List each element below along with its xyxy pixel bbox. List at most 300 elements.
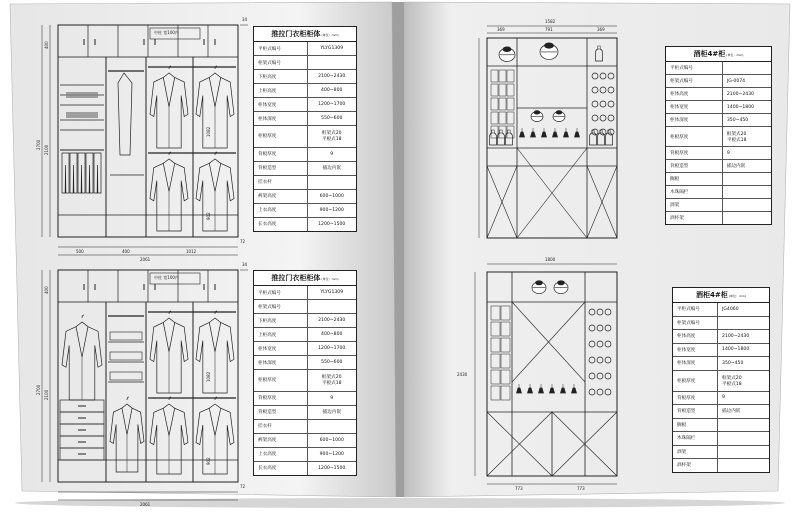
jacket-icon: [150, 152, 188, 231]
wine-glass-icon: [542, 128, 547, 137]
spec-table-unit: (单位：mm): [321, 277, 339, 281]
spec-value: [723, 75, 771, 87]
jacket-icon: [150, 66, 188, 148]
spec-key: 背板造型: [254, 406, 308, 419]
spec-value-line: 平板式18: [321, 137, 342, 143]
spec-key: 背板造型: [254, 162, 308, 175]
spec-table-unit: (单位：mm): [321, 33, 339, 37]
spec-value-line: 9: [722, 395, 725, 401]
wine-glass-icon: [528, 388, 533, 393]
spec-value-line: 600~1000: [319, 437, 344, 443]
spec-key: 酒杯架: [673, 459, 718, 472]
dimension-label: 2100: [44, 144, 49, 155]
wine-glass-icon: [520, 128, 525, 137]
spec-value: [308, 98, 357, 111]
spec-value-line: 600~1000: [319, 193, 344, 199]
spec-key: 挂衣杆: [254, 176, 308, 189]
decor-vase-icon: [531, 111, 543, 122]
spec-value: [308, 342, 357, 355]
wine-bottle-icon: [508, 130, 510, 133]
dimension-label: 2100: [44, 389, 49, 400]
wine-bottle-icon: [506, 133, 513, 145]
spec-table-title-text: 推拉门衣柜柜体: [271, 30, 321, 38]
bottle-end-icon: [608, 115, 614, 121]
wine-bottle-icon: [596, 49, 603, 61]
spec-table: [253, 26, 357, 232]
wine-rack-cell: [501, 306, 510, 320]
trousers-icon: [86, 153, 93, 193]
spec-key: 裤架高度: [254, 434, 308, 447]
hanger-hook: [127, 397, 129, 400]
spec-value: [308, 126, 357, 147]
wardrobe-elevation-top: [42, 25, 248, 255]
spec-value: [308, 176, 357, 189]
wine-rack-cell: [499, 70, 506, 82]
spec-row: [254, 286, 356, 300]
spec-value: [723, 88, 771, 100]
spec-row: [673, 330, 769, 344]
spec-value: [718, 392, 769, 405]
spec-row: [666, 101, 771, 114]
spec-value: [723, 114, 771, 126]
spec-value-line: 900~1200: [319, 207, 344, 213]
spec-row: [254, 420, 356, 434]
wine-rack-cell: [501, 338, 510, 352]
wine-cabinet-elevation-top: [479, 26, 617, 238]
spec-row: [673, 357, 769, 371]
wine-rack-cell: [491, 70, 498, 82]
spec-value-line: 550~600: [321, 116, 343, 121]
wine-rack-cell: [491, 322, 500, 336]
jacket-icon: [110, 397, 144, 472]
spec-value: [308, 300, 357, 313]
wine-bottle-icon: [492, 130, 494, 133]
wine-glass-icon: [564, 132, 569, 137]
spec-key: 挂衣杆: [254, 420, 308, 433]
wine-rack-cell: [491, 370, 500, 384]
spec-value: [718, 303, 769, 316]
spec-value: [308, 42, 357, 55]
spec-key: 柜体深度: [673, 357, 718, 370]
spec-row: [666, 186, 771, 199]
wine-bottle-icon: [590, 130, 597, 145]
spec-key: 背板造型: [666, 160, 723, 172]
wine-glass-icon: [539, 384, 544, 393]
wine-glass-icon: [542, 132, 547, 137]
trousers-icon: [94, 153, 101, 193]
wine-rack-cell: [491, 112, 498, 124]
dimension-label: 2061: [140, 257, 151, 262]
wine-rack-cell: [501, 370, 510, 384]
wine-rack-cell: [501, 386, 510, 400]
wine-glass-icon: [575, 128, 580, 137]
spec-value: [723, 160, 771, 172]
spec-table-unit: (单位：mm): [726, 53, 744, 57]
jacket-lapel: [163, 323, 174, 352]
bottle-end-icon: [608, 101, 614, 107]
jacket-lapel: [209, 163, 220, 191]
bottle-end-icon: [605, 325, 611, 331]
spec-key: 背板厚度: [254, 148, 308, 161]
jacket-lapel: [163, 408, 174, 435]
decor-vase-icon: [499, 47, 515, 62]
spec-key: 上衣高度: [254, 204, 308, 217]
bottle-end-icon: [605, 389, 611, 395]
wine-glass-icon: [561, 388, 566, 393]
dimension-label: 1012: [186, 249, 197, 254]
spec-row: [254, 204, 356, 218]
spec-key: 上衣高度: [254, 448, 308, 461]
dimension-label: 2430: [457, 372, 468, 377]
wine-glass-icon: [553, 128, 558, 137]
spec-row: [666, 173, 771, 186]
spec-key: 背板厚度: [254, 392, 308, 405]
spec-row: [254, 218, 356, 231]
decor-vase-lid: [545, 43, 554, 48]
spec-row: [254, 356, 356, 370]
spec-value-line: 2100~2430: [318, 74, 346, 79]
spec-value: [723, 147, 771, 159]
jacket-icon: [196, 152, 234, 231]
spec-value: [723, 173, 771, 185]
wine-glass-icon: [531, 128, 536, 137]
spec-table-title-text: 酒柜4#柜: [693, 50, 726, 58]
spec-key: 木珠隔栏: [673, 432, 718, 445]
wine-rack-cell: [499, 84, 506, 96]
wine-rack-cell: [507, 70, 514, 82]
wine-glass-icon: [553, 132, 558, 137]
spec-value: [308, 218, 357, 231]
spec-key: 柜板厚度: [254, 370, 308, 391]
folded-shirt-icon: [110, 332, 142, 340]
spec-key: 酒架: [673, 446, 718, 459]
spec-key: 裤架高度: [254, 190, 308, 203]
dimension-label: 902: [206, 212, 211, 220]
trousers-icon: [62, 153, 69, 193]
dimension-label: 中柱 宽100内: [154, 275, 179, 280]
dimension-label: 2700: [36, 384, 41, 395]
spec-row: [666, 147, 771, 160]
spec-value-line: 400~800: [321, 88, 343, 93]
spec-row: [673, 419, 769, 433]
spec-value: [718, 344, 769, 357]
wine-cabinet-elevation-bottom: [475, 264, 617, 484]
bottle-end-icon: [605, 309, 611, 315]
dimension-label: 400: [122, 249, 130, 254]
dimension-label: 1082: [206, 371, 211, 382]
wine-rack-cell: [491, 98, 498, 110]
dimension-label: 72: [240, 239, 246, 244]
decor-vase-icon: [540, 43, 558, 60]
bottle-end-icon: [589, 309, 595, 315]
spec-row: [254, 70, 356, 84]
decor-vase-lid: [558, 281, 565, 285]
spec-key: 下柜高度: [254, 314, 308, 327]
spec-key: 搁板: [666, 173, 723, 185]
spec-value-line: 1200~1500: [318, 465, 346, 471]
trousers-icon: [70, 153, 77, 193]
wine-glass-icon: [572, 384, 577, 393]
jacket-icon: [196, 311, 234, 393]
wine-glass-icon: [561, 384, 566, 393]
spec-value: [308, 370, 357, 391]
spec-value-line: 2100~2430: [318, 318, 346, 323]
trousers-icon: [70, 153, 77, 193]
bottle-end-icon: [597, 389, 603, 395]
spec-value-line: 9: [330, 395, 334, 401]
spec-row: [673, 459, 769, 472]
jacket-icon: [150, 311, 188, 393]
spec-key: 柜体宽度: [673, 344, 718, 357]
decor-vase-icon: [532, 281, 546, 294]
spec-value-line: 2100~2430: [722, 333, 750, 339]
spec-row: [254, 328, 356, 342]
spec-row: [254, 190, 356, 204]
spec-key: 平柜式编号: [673, 303, 718, 316]
spec-value: [723, 62, 771, 74]
spec-value-line: JG4060: [722, 306, 739, 312]
wine-rack-cell: [491, 306, 500, 320]
wine-bottle-icon: [490, 133, 497, 145]
dimension-label: 2700: [36, 139, 41, 150]
spec-row: [673, 317, 769, 331]
spec-value-line: 1200~1700: [318, 102, 346, 107]
spec-key: 柜架式编号: [673, 317, 718, 330]
spec-key: 柜板厚度: [666, 127, 723, 146]
spec-key: 柜架式编号: [666, 75, 723, 87]
jacket-lapel: [209, 323, 220, 352]
wine-bottle-icon: [506, 130, 513, 145]
wardrobe-elevation-bottom: [42, 270, 248, 500]
spec-key: 背板造型: [673, 405, 718, 418]
spec-value: [308, 392, 357, 405]
spec-value-line: 平板式18: [321, 381, 342, 387]
wine-glass-icon: [528, 384, 533, 393]
spec-value-line: 350~450: [722, 360, 744, 366]
bottle-end-icon: [605, 373, 611, 379]
spec-row: [673, 432, 769, 446]
spec-value-line: 框架式20: [321, 131, 342, 137]
spec-row: [666, 62, 771, 75]
wine-rack-cell: [499, 112, 506, 124]
spec-value: [718, 317, 769, 330]
spec-key: 柜体深度: [254, 112, 308, 125]
trousers-icon: [78, 153, 85, 193]
dimension-label: 1800: [545, 257, 556, 262]
spec-row: [666, 88, 771, 101]
bottle-end-icon: [600, 101, 606, 107]
spec-row: [254, 126, 356, 148]
spec-row: [666, 127, 771, 147]
bottle-end-icon: [589, 389, 595, 395]
dimension-label: 中柱 宽100内: [154, 30, 179, 35]
dimension-label: 1582: [545, 19, 556, 24]
spec-value-line: 插边内嵌: [722, 409, 741, 415]
jacket-lapel: [163, 78, 174, 107]
wine-rack-cell: [507, 84, 514, 96]
decor-vase-lid: [503, 47, 511, 52]
spec-row: [673, 371, 769, 392]
spec-key: 背板厚度: [673, 392, 718, 405]
spec-key: 柜体高度: [666, 88, 723, 100]
spec-value: [723, 199, 771, 211]
spec-value: [718, 371, 769, 391]
spec-key: 平柜式编号: [666, 62, 723, 74]
jacket-icon: [196, 397, 234, 474]
spec-row: [666, 199, 771, 212]
spec-row: [254, 406, 356, 420]
spec-value: [308, 84, 357, 97]
spec-table-title-text: 酒柜4#柜: [696, 291, 728, 299]
spec-value: [308, 190, 357, 203]
dimension-label: 500: [76, 249, 84, 254]
spec-key: 柜板厚度: [254, 126, 308, 147]
bottle-end-icon: [589, 341, 595, 347]
spec-value-line: JG-0074: [726, 78, 746, 84]
bottle-end-icon: [605, 357, 611, 363]
spec-value-line: 插边内嵌: [322, 166, 341, 172]
spec-value-line: 2100~2430: [726, 91, 755, 97]
spec-table-title: [254, 27, 356, 42]
spec-value: [308, 148, 357, 161]
dimension-label: 2061: [140, 502, 151, 507]
spec-value: [308, 328, 357, 341]
spec-value: [308, 356, 357, 369]
dimension-label: 1082: [206, 126, 211, 137]
spec-row: [254, 342, 356, 356]
spec-key: 柜体宽度: [666, 101, 723, 113]
long-coat-icon: [118, 73, 132, 155]
spec-value-line: 1200~1500: [318, 221, 346, 227]
spec-value-line: 框架式20: [321, 375, 342, 381]
spec-value: [718, 446, 769, 459]
spec-value: [308, 112, 357, 125]
spec-row: [673, 344, 769, 358]
wine-rack-cell: [501, 322, 510, 336]
wine-glass-icon: [531, 132, 536, 137]
spec-value: [308, 314, 357, 327]
jacket-icon: [62, 315, 102, 400]
spec-key: 柜板厚度: [673, 371, 718, 391]
decor-vase-lid: [556, 111, 562, 115]
jacket-icon: [196, 66, 234, 148]
spec-row: [666, 212, 771, 224]
spec-row: [254, 84, 356, 98]
dimension-label: 34: [242, 17, 248, 22]
jacket-lapel: [209, 408, 220, 435]
spec-table-title-text: 推拉门衣柜柜体: [271, 274, 321, 282]
spec-key: 柜体宽度: [254, 342, 308, 355]
spec-key: 柜架式编号: [254, 56, 308, 69]
trousers-icon: [62, 153, 69, 193]
spec-value: [308, 162, 357, 175]
wine-rack-cell: [491, 354, 500, 368]
spec-value-line: 平板式18: [726, 137, 747, 143]
spec-value-line: 400~800: [321, 332, 343, 337]
spec-value: [718, 405, 769, 418]
wine-glass-icon: [575, 132, 580, 137]
wine-bottle-icon: [596, 46, 603, 61]
spec-value-line: YLYG1309: [320, 290, 344, 295]
bottle-end-icon: [589, 325, 595, 331]
dimension-label: 400: [44, 286, 49, 294]
spec-value: [308, 434, 357, 447]
bottle-end-icon: [597, 325, 603, 331]
spec-value: [718, 330, 769, 343]
trousers-icon: [86, 153, 93, 193]
bottle-end-icon: [597, 357, 603, 363]
spec-value: [723, 101, 771, 113]
bottle-end-icon: [608, 73, 614, 79]
spec-key: 下柜高度: [254, 70, 308, 83]
bottle-end-icon: [597, 341, 603, 347]
spec-value: [308, 204, 357, 217]
hanger-hook: [82, 315, 84, 318]
spec-value-line: 350~450: [726, 117, 749, 123]
spec-value: [718, 357, 769, 370]
spec-row: [254, 162, 356, 176]
spec-row: [254, 462, 356, 475]
wine-rack-cell: [491, 386, 500, 400]
bottle-end-icon: [592, 73, 598, 79]
dimension-label: 369: [497, 27, 505, 32]
spec-row: [254, 42, 356, 56]
wine-rack-cell: [507, 112, 514, 124]
wine-rack-cell: [501, 354, 510, 368]
spec-row: [254, 448, 356, 462]
spec-value-line: 9: [330, 151, 334, 157]
spec-key: 上柜高度: [254, 328, 308, 341]
spec-row: [254, 176, 356, 190]
spec-key: 酒杯架: [666, 212, 723, 224]
spec-value: [308, 286, 357, 299]
spec-key: 酒架: [666, 199, 723, 211]
spec-value: [718, 419, 769, 432]
spec-value-line: 1400~1800: [722, 347, 750, 353]
wine-bottle-icon: [498, 130, 505, 145]
wine-bottle-icon: [598, 46, 600, 49]
spec-value: [718, 432, 769, 445]
spec-key: 平柜式编号: [254, 286, 308, 299]
spec-row: [254, 112, 356, 126]
spec-value-line: 900~1200: [319, 451, 344, 457]
spec-row: [254, 314, 356, 328]
dimension-label: 72: [240, 484, 246, 489]
spec-key: 搁板: [673, 419, 718, 432]
wine-bottle-icon: [498, 133, 505, 145]
spec-value-line: 1400~1800: [726, 104, 755, 110]
dimension-label: 369: [597, 27, 605, 32]
spec-key: 柜体高度: [673, 330, 718, 343]
spec-table: [253, 270, 357, 476]
jacket-lapel: [163, 163, 174, 191]
spec-value: [723, 127, 771, 146]
bottle-end-icon: [605, 341, 611, 347]
spec-row: [673, 303, 769, 317]
spec-key: 木珠隔栏: [666, 186, 723, 198]
folded-shirt-icon: [110, 372, 142, 380]
wine-rack-cell: [507, 98, 514, 110]
jacket-lapel: [122, 408, 132, 435]
spec-row: [673, 392, 769, 406]
spec-table-unit: (单位：mm): [728, 294, 746, 298]
decor-vase-lid: [534, 111, 540, 115]
bottle-end-icon: [600, 87, 606, 93]
spec-row: [254, 98, 356, 112]
bottle-end-icon: [592, 101, 598, 107]
spec-value-line: 框架式20: [726, 131, 747, 137]
wine-glass-icon: [517, 388, 522, 393]
